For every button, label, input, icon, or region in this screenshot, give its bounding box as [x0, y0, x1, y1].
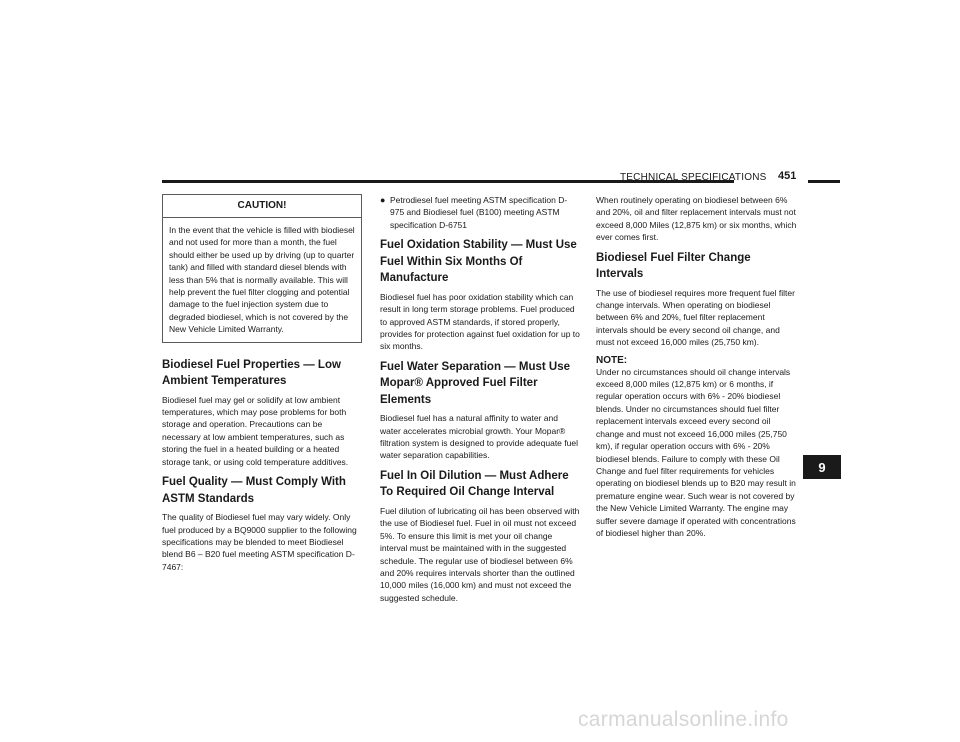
page-number: 451 [778, 170, 797, 182]
heading-filter-intervals: Biodiesel Fuel Filter Change Intervals [596, 251, 751, 281]
caution-box [162, 194, 362, 343]
column-left [162, 194, 362, 579]
chapter-tab: 9 [803, 455, 841, 479]
paragraph-fuel-properties: Biodiesel fuel may gel or solidify at low ambient temperatures, which may pose problems for both storage and operation. Precautions can be necessary at low ambient temperatures, such as storing the fuel in a heated building or a heated storage tank, or using cold temperature additives. [162, 394, 349, 467]
heading-oil-dilution: Fuel In Oil Dilution — Must Adhere To Required Oil Change Interval [380, 469, 569, 499]
list-item [380, 194, 580, 231]
heading-oxidation: Fuel Oxidation Stability — Must Use Fuel Within Six Months Of Manufacture [380, 239, 577, 285]
note-text: Under no circumstances should oil change intervals exceed 8,000 miles (12,875 km) or 6 months, if regular operation occurs with 6% - 20% biodiesel blends. Under no circumstances should fuel filter replacement intervals exceed every second oil change and must not exceed 16,000 miles (25,750 km), if regular operation occurs with 6% - 20% biodiesel blends. Failure to comply with these Oil Change and fuel filter requirements for vehicles operating on biodiesel blends up to B20 may result in premature engine wear. Such wear is not covered by the New Vehicle Limited Warranty. The engine may suffer severe damage if operated with concentrations of biodiesel higher than 20%. [596, 366, 796, 538]
caution-title: CAUTION! [163, 195, 361, 218]
column-right [596, 194, 798, 545]
paragraph-oil-dilution: Fuel dilution of lubricating oil has been observed with the use of Biodiesel fuel. Fuel in oil must not exceed 5%. To ensure this limit is met your oil change interval must be maintained with in the suggested schedule. The regular use of biodiesel between 6% and 20% requires intervals shorter than the outlined 10,000 miles (16,000 km) and must not exceed the suggested schedule. [380, 505, 580, 603]
paragraph-routine-operation: When routinely operating on biodiesel between 6% and 20%, oil and filter replacement intervals must not exceed 8,000 Miles (12,875 km) or six months, which ever comes first. [596, 195, 797, 243]
paragraph-filter-intervals: The use of biodiesel requires more frequent fuel filter change intervals. When operating on biodiesel between 6% and 20%, fuel filter replacement intervals should be every second oil change, and must not exceed 16,000 miles (25,750 km). [596, 287, 795, 348]
bullet-text: Petrodiesel fuel meeting ASTM specification D-975 and Biodiesel fuel (B100) meeting ASTM specification D-6751 [390, 195, 568, 230]
column-middle [380, 194, 580, 610]
heading-water-separation: Fuel Water Separation — Must Use Mopar® Approved Fuel Filter Elements [380, 360, 570, 406]
heading-fuel-properties: Biodiesel Fuel Properties — Low Ambient Temperatures [162, 358, 341, 388]
note-label: NOTE: [596, 354, 628, 366]
section-title: TECHNICAL SPECIFICATIONS [620, 172, 767, 183]
bullet-icon: ● [380, 195, 386, 205]
paragraph-oxidation: Biodiesel fuel has poor oxidation stability which can result in long term storage problems. Fuel produced to approved ASTM standards, if stored properly, provides for protection against fuel oxidation for up to six months. [380, 291, 580, 352]
paragraph-water-separation: Biodiesel fuel has a natural affinity to water and water accelerates microbial growth. Your Mopar® filtration system is designed to provide adequate fuel water separation capabilities. [380, 413, 578, 461]
paragraph-fuel-quality: The quality of Biodiesel fuel may vary widely. Only fuel produced by a BQ9000 supplier to the following specifications may be blended to meet Biodiesel blend B6 – B20 fuel meeting ASTM specification D-7467: [162, 512, 357, 572]
caution-text: In the event that the vehicle is filled with biodiesel and not used for more than a month, the fuel should either be used up by driving (up to quarter tank) and filled with standard diesel blends with less than 5% that is normally available. This will help prevent the fuel filter clogging and potential damage to the fuel injection system due to degraded biodiesel, which is not covered by the New Vehicle Limited Warranty. [169, 225, 355, 335]
watermark: carmanualsonline.info [578, 708, 789, 731]
header-rule-right [808, 180, 840, 183]
heading-fuel-quality: Fuel Quality — Must Comply With ASTM Standards [162, 476, 346, 505]
